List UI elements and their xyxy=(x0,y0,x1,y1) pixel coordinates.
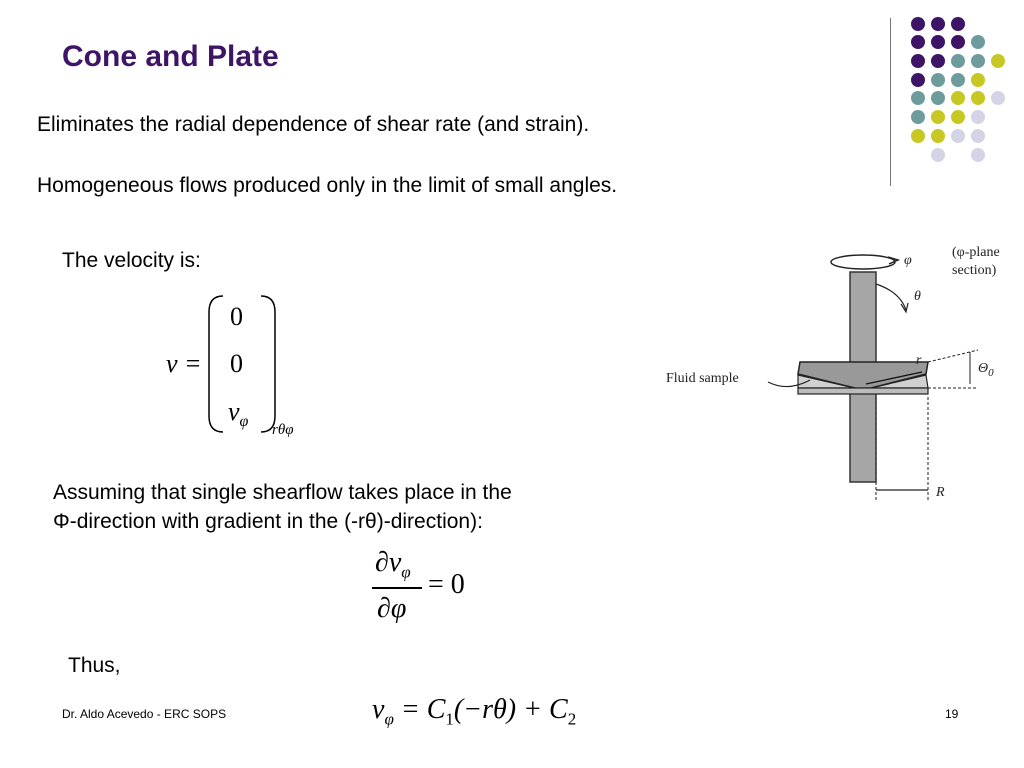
decor-dot xyxy=(951,17,965,31)
label-plane-section-1: (φ-plane xyxy=(952,245,1000,260)
theta-arrow-icon xyxy=(876,284,906,310)
decor-dot xyxy=(991,91,1005,105)
label-theta: θ xyxy=(914,289,921,304)
vector-entry-3 xyxy=(228,397,248,431)
decor-dot xyxy=(931,17,945,31)
rotation-arrow-icon xyxy=(831,255,895,269)
label-big-theta-symbol: Θ xyxy=(978,361,989,376)
decor-dot xyxy=(971,110,985,124)
decor-dot xyxy=(971,73,985,87)
decorative-divider xyxy=(890,18,891,186)
solution-equation xyxy=(372,694,576,730)
decor-dot xyxy=(931,54,945,68)
gradient-numerator-subscript: φ xyxy=(401,562,411,582)
text-thus: Thus, xyxy=(68,654,121,677)
solution-lhs-subscript: φ xyxy=(384,709,394,729)
text-radial-dependence: Eliminates the radial dependence of shear rate (and strain). xyxy=(37,113,590,136)
decor-dot xyxy=(951,73,965,87)
decor-dot xyxy=(971,129,985,143)
decor-dot xyxy=(911,54,925,68)
vector-entry-2: 0 xyxy=(230,349,243,378)
vector-subscript: rθφ xyxy=(272,422,294,438)
decor-dot xyxy=(931,73,945,87)
label-phi: φ xyxy=(904,253,912,268)
decor-dot xyxy=(971,91,985,105)
bottom-plate xyxy=(798,388,928,394)
footer-author: Dr. Aldo Acevedo - ERC SOPS xyxy=(62,707,227,721)
decor-dot xyxy=(951,54,965,68)
decor-dot xyxy=(951,129,965,143)
slide-title: Cone and Plate xyxy=(62,40,279,73)
solution-rhs-b: (−rθ) + C xyxy=(453,694,568,725)
label-fluid-sample: Fluid sample xyxy=(666,371,739,386)
decor-dot xyxy=(931,129,945,143)
gradient-denominator: ∂φ xyxy=(377,593,407,624)
decor-dot xyxy=(951,35,965,49)
text-assumption-line-1: Assuming that single shearflow takes place in the xyxy=(53,481,512,504)
decor-dot xyxy=(911,129,925,143)
solution-rhs-a: = C xyxy=(400,694,446,725)
solution-rhs-subscript-1: 1 xyxy=(445,709,454,729)
label-big-theta xyxy=(978,361,994,379)
decor-dot xyxy=(931,148,945,162)
rotation-arrowhead-icon xyxy=(888,257,898,264)
decor-dot xyxy=(911,35,925,49)
vector-entry-3-symbol: v xyxy=(228,397,240,426)
decor-dot xyxy=(991,54,1005,68)
label-r: r xyxy=(916,353,922,368)
decor-dot xyxy=(931,110,945,124)
vector-entry-3-subscript: φ xyxy=(239,413,249,431)
decor-dot xyxy=(911,91,925,105)
text-velocity-intro: The velocity is: xyxy=(62,249,201,272)
gradient-numerator-symbol: ∂v xyxy=(375,547,402,578)
solution-lhs: v xyxy=(372,694,385,725)
decor-dot xyxy=(951,110,965,124)
decor-dot xyxy=(931,35,945,49)
decor-dot xyxy=(951,91,965,105)
text-homogeneous-flows: Homogeneous flows produced only in the limit of small angles. xyxy=(37,174,618,197)
gradient-numerator xyxy=(375,547,411,583)
text-assumption-line-2: Φ-direction with gradient in the (-rθ)-direction): xyxy=(53,510,483,533)
label-big-theta-subscript: 0 xyxy=(988,367,994,379)
decor-dot xyxy=(971,35,985,49)
decor-dot xyxy=(971,54,985,68)
label-plane-section-2: section) xyxy=(952,263,997,278)
decor-dot xyxy=(911,17,925,31)
fraction-bar xyxy=(372,587,422,589)
decor-dot xyxy=(911,110,925,124)
solution-rhs-subscript-2: 2 xyxy=(567,709,577,729)
cone-plate-figure xyxy=(660,232,1024,507)
gradient-rhs: = 0 xyxy=(428,569,465,600)
decor-dot xyxy=(931,91,945,105)
decor-dot xyxy=(971,148,985,162)
vector-entry-1: 0 xyxy=(230,302,243,331)
label-R: R xyxy=(936,485,945,500)
decor-dot xyxy=(911,73,925,87)
velocity-lhs: v = xyxy=(166,349,202,378)
footer-page-number: 19 xyxy=(945,707,959,721)
